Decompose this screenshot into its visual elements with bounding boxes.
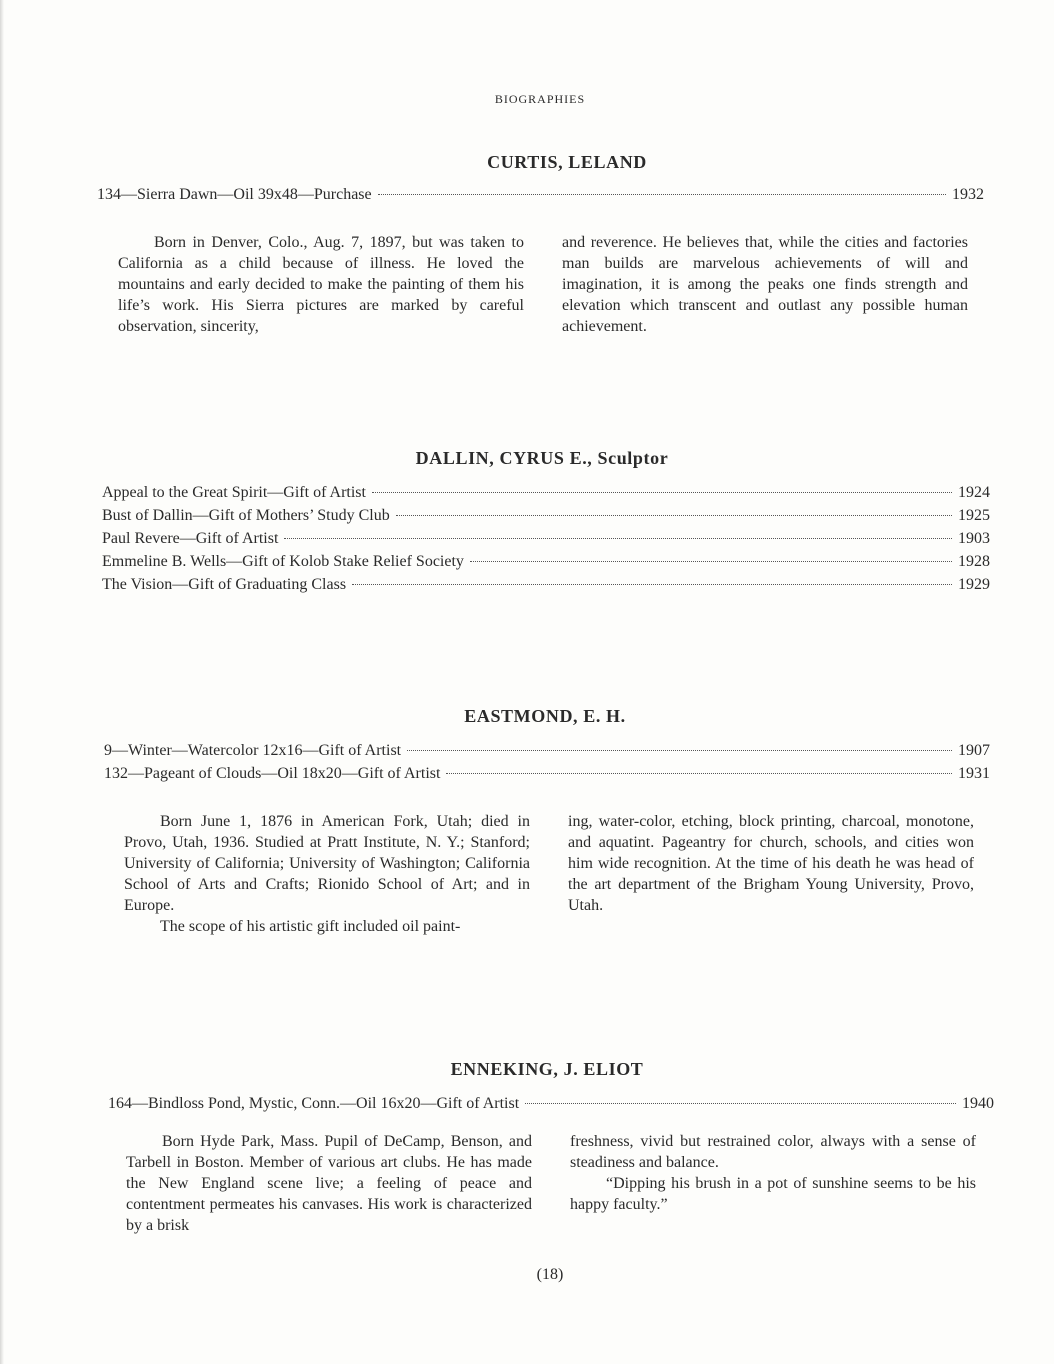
bio-column-left xyxy=(118,232,524,337)
work-title: 132—Pageant of Clouds—Oil 18x20—Gift of Artist xyxy=(104,765,441,782)
artist-name: EASTMOND, E. H. xyxy=(464,706,626,726)
bio-column-right xyxy=(570,1131,976,1236)
work-entry xyxy=(102,527,990,550)
work-year: 1903 xyxy=(958,530,990,547)
work-entry xyxy=(104,762,990,785)
bio-column-left xyxy=(126,1131,532,1236)
artist-name: CURTIS, LELAND xyxy=(487,152,647,172)
bio-paragraph: Born June 1, 1876 in American Fork, Utah; died in Provo, Utah, 1936. Studied at Pratt Institute, N. Y.; Stanford; University of California; University of Washington; California School of Arts and Crafts; Rionido School of Art; and in Europe. xyxy=(124,813,530,914)
work-entry xyxy=(102,573,990,596)
work-year: 1931 xyxy=(958,765,990,782)
artist-section-dallin xyxy=(0,448,1054,596)
work-title: 134—Sierra Dawn—Oil 39x48—Purchase xyxy=(97,186,372,203)
work-title: Paul Revere—Gift of Artist xyxy=(102,530,279,547)
bio-paragraph: “Dipping his brush in a pot of sunshine seems to be his happy faculty.” xyxy=(570,1175,976,1213)
bio-column-left xyxy=(124,811,530,937)
work-year: 1907 xyxy=(958,742,990,759)
work-year: 1928 xyxy=(958,553,990,570)
dot-leader xyxy=(407,750,952,751)
work-entry xyxy=(102,504,990,527)
bio-column-right xyxy=(562,232,968,337)
dot-leader xyxy=(446,773,952,774)
works-list xyxy=(108,1092,994,1115)
work-year: 1940 xyxy=(962,1095,994,1112)
works-list xyxy=(97,183,984,206)
works-list xyxy=(102,481,990,596)
work-title: 9—Winter—Watercolor 12x16—Gift of Artist xyxy=(104,742,402,759)
artist-section-curtis xyxy=(0,152,1054,337)
dot-leader xyxy=(470,561,952,562)
work-title: The Vision—Gift of Graduating Class xyxy=(102,576,347,593)
dot-leader xyxy=(378,194,946,195)
running-head: BIOGRAPHIES xyxy=(494,92,586,106)
works-list xyxy=(104,739,990,785)
work-title: Appeal to the Great Spirit—Gift of Artist xyxy=(102,484,366,501)
page-number: (18) xyxy=(536,1266,564,1283)
artist-name: DALLIN, CYRUS E., Sculptor xyxy=(415,448,669,468)
artist-bio xyxy=(126,1131,976,1236)
work-year: 1925 xyxy=(958,507,990,524)
artist-section-eastmond xyxy=(0,706,1054,937)
bio-paragraph: Born in Denver, Colo., Aug. 7, 1897, but was taken to California as a child because of illness. He loved the mountains and early decided to make the painting of them his life’s work. His Sierra pictures are marked by careful observation, sincerity, xyxy=(118,234,524,335)
bio-column-right xyxy=(568,811,974,937)
dot-leader xyxy=(284,538,952,539)
work-year: 1929 xyxy=(958,576,990,593)
work-year: 1932 xyxy=(952,186,984,203)
work-title: Bust of Dallin—Gift of Mothers’ Study Club xyxy=(102,507,390,524)
work-entry xyxy=(102,550,990,573)
work-entry xyxy=(102,481,990,504)
dot-leader xyxy=(525,1103,956,1104)
artist-bio xyxy=(118,232,968,337)
work-title: 164—Bindloss Pond, Mystic, Conn.—Oil 16x20—Gift of Artist xyxy=(108,1095,520,1112)
bio-paragraph: Born Hyde Park, Mass. Pupil of DeCamp, Benson, and Tarbell in Boston. Member of various art clubs. He has made the New England scene live; a feeling of peace and contentment permeates his canvases. His work is characterized by a brisk xyxy=(126,1133,532,1234)
bio-paragraph: ing, water-color, etching, block printing, charcoal, monotone, and aquatint. Pageantry for church, schools, and cities won him wide recognition. At the time of his death he was head of the art department of the Brigham Young University, Provo, Utah. xyxy=(568,813,974,914)
bio-paragraph: The scope of his artistic gift included oil paint- xyxy=(160,918,461,935)
work-year: 1924 xyxy=(958,484,990,501)
work-entry xyxy=(104,739,990,762)
work-entry xyxy=(97,183,984,206)
artist-name: ENNEKING, J. ELIOT xyxy=(450,1059,644,1079)
artist-section-enneking xyxy=(0,1059,1054,1236)
artist-bio xyxy=(124,811,974,937)
work-entry xyxy=(108,1092,994,1115)
work-title: Emmeline B. Wells—Gift of Kolob Stake Relief Society xyxy=(102,553,464,570)
dot-leader xyxy=(372,492,952,493)
bio-paragraph: and reverence. He believes that, while the cities and factories man builds are marvelous achievements of will and imagination, it is among the peaks one finds strength and elevation which transcent and outlast any possible human achievement. xyxy=(562,234,968,335)
dot-leader xyxy=(396,515,952,516)
bio-paragraph: freshness, vivid but restrained color, always with a sense of steadiness and balance. xyxy=(570,1133,976,1171)
dot-leader xyxy=(352,584,952,585)
